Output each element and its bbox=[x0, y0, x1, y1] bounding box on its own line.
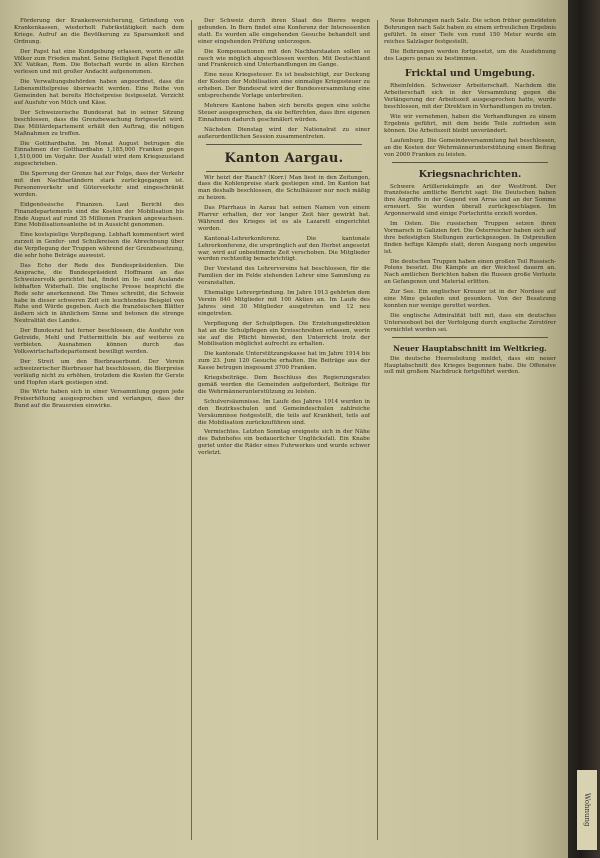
article-paragraph: Die Verwaltungsbehörden haben angeordnet, dass die Lebensmittelpreise überwacht werden. Eine Reihe von Gemeinden hat bereits Höchstpreise festgesetzt. Verzicht auf Ausfuhr von Milch und Käse. bbox=[14, 79, 184, 106]
divider bbox=[206, 171, 362, 172]
article-paragraph: Laufenburg. Die Gemeindeversammlung hat beschlossen, an die Kosten der Wehrmännerunterstützung einen Beitrag von 2000 Franken zu leisten. bbox=[384, 137, 556, 158]
article-paragraph: Vermischtes. Letzten Sonntag ereignete sich in der Nähe des Bahnhofes ein bedauerlicher Unglücksfall. Ein Knabe geriet unter die Räder eines Fuhrwerkes und wurde schwer verletzt. bbox=[198, 429, 370, 457]
article-paragraph: Neue Bohrungen nach Salz. Die schon früher gemeldeten Bohrungen nach Salz haben zu einem erfreulichen Ergebnis geführt. In einer Tiefe von rund 150 Meter wurde ein reiches Salzlager festgestellt. bbox=[384, 18, 556, 45]
spine-label: Wohnung bbox=[577, 770, 597, 850]
divider bbox=[392, 162, 548, 163]
divider bbox=[206, 144, 362, 145]
article-paragraph: Die deutschen Truppen haben einen großen Teil Russisch-Polens besetzt. Die Kämpfe an der Weichsel dauern an. Nach amtlichen Berichten haben die Russen große Verluste an Gefangenen und Material erlitten. bbox=[384, 258, 556, 286]
article-paragraph: Die englische Admiralität teilt mit, dass ein deutsches Unterseeboot bei der Verfolgung durch englische Zerstörer vernichtet worden sei. bbox=[384, 312, 556, 333]
article-paragraph: Das Echo der Rede des Bundespräsidenten. Die Ansprache, die Bundespräsident Hoffmann an das Schweizervolk gerichtet hat, findet im In- und Auslande lebhaften Widerhall. Die englische Presse bespricht die Rede sehr anerkennend. Die Times schreibt, die Schweiz habe in dieser schweren Zeit ein leuchtendes Beispiel von Ruhe und Würde gegeben. Auch die französischen Blätter äußern sich in ähnlichem Sinne und betonen die strenge Neutralität des Landes. bbox=[14, 263, 184, 325]
article-paragraph: Im Osten. Die russischen Truppen setzen ihren Vormarsch in Galizien fort. Die Österreicher haben sich auf ihre befestigten Stellungen zurückgezogen. In Ostpreußen finden heftige Kämpfe statt, deren Ausgang noch ungewiss ist. bbox=[384, 221, 556, 255]
column-left bbox=[14, 18, 184, 846]
section-title-kanton-aargau: Kanton Aargau. bbox=[224, 150, 344, 166]
article-paragraph: Verpflegung der Schulpflegen. Die Erziehungsdirektion hat an die Schulpflegen ein Kreisschreiben erlassen, worin sie auf die Pflicht hinweist, den Unterricht trotz der Mobilisation möglichst aufrecht zu erhalten. bbox=[198, 320, 370, 348]
article-paragraph: Ehemalige Lehrergründung. Im Jahre 1913 gehörten dem Verein 840 Mitglieder mit 100 Aktien an. Im Laufe des Jahres sind 30 Mitglieder ausgetreten und 12 neu eingetreten. bbox=[198, 290, 370, 317]
article-paragraph: Eine neue Kriegssteuer. Es ist beabsichtigt, zur Deckung der Kosten der Mobilisation eine einmalige Kriegssteuer zu erheben. Der Bundesrat wird der Bundesversammlung eine entsprechende Vorlage unterbreiten. bbox=[198, 72, 370, 100]
article-paragraph: Mehrere Kantone haben sich bereits gegen eine solche Steuer ausgesprochen, da sie befürchten, dass ihre eigenen Einnahmen dadurch geschmälert würden. bbox=[198, 102, 370, 123]
article-paragraph: Die kantonale Unterstützungskasse hat im Jahre 1914 bis zum 23. Juni 120 Gesuche erhalten. Die Beiträge aus der Kasse betrugen insgesamt 3700 Franken. bbox=[198, 351, 370, 372]
column-rule bbox=[377, 20, 378, 840]
article-paragraph: Schwere Artilleriekämpfe an der Westfront. Der französische amtliche Bericht sagt: Die Deutschen haben ihre Angriffe in der Gegend von Arras und an der Somme erneuert. Sie wurden überall zurückgeschlagen. Im Argonnerwald sind einige Fortschritte erzielt worden. bbox=[384, 183, 556, 218]
divider bbox=[392, 337, 548, 338]
article-paragraph: Der Vorstand des Lehrervereins hat beschlossen, für die Familien der im Felde stehenden Lehrer eine Sammlung zu veranstalten. bbox=[198, 266, 370, 287]
article-paragraph: Wir heizt der Rauch? (Korr.) Man liest in den Zeitungen, dass die Kohlenpreise stark gestiegen sind. Im Kanton hat man deshalb beschlossen, die Schulhäuser nur noch mäßig zu heizen. bbox=[198, 174, 370, 202]
article-paragraph: Die deutsche Heeresleitung meldet, dass ein neuer Hauptabschnitt des Krieges begonnen habe. Die Offensive soll mit großem Nachdruck fortgeführt werden. bbox=[384, 355, 556, 376]
column-rule bbox=[191, 20, 192, 840]
section-title-fricktal: Fricktal und Umgebung. bbox=[404, 68, 536, 80]
article-paragraph: Die Gotthardbahn. Im Monat August betrugen die Einnahmen der Gotthardbahn 1,185,000 Franken gegen 1,510,000 im Vorjahr. Der Ausfall wird dem Kriegszustand zugeschrieben. bbox=[14, 140, 184, 168]
book-spine bbox=[568, 0, 600, 858]
article-paragraph: Der Bundesrat hat ferner beschlossen, die Ausfuhr von Getreide, Mehl und Futtermitteln bis auf weiteres zu verbieten. Ausnahmen können durch das Volkswirtschaftsdepartement bewilligt werden. bbox=[14, 328, 184, 355]
article-paragraph: Förderung der Krankenversicherung, Gründung von Krankenkassen, wiederholt Fabrikstätigkeit nach dem Kriege. Aufruf an die Bevölkerung zu Sparsamkeit und Ordnung. bbox=[14, 18, 184, 45]
column-right bbox=[384, 18, 556, 846]
article-paragraph: Eidgenössische Finanzen. Laut Bericht des Finanzdepartements sind die Kosten der Mobilisation bis Ende August auf rund 35 Millionen Franken angewachsen. Eine Mobilisationsanleihe ist in Aussicht genommen. bbox=[14, 201, 184, 229]
article-paragraph: Kriegsbeiträge. Dem Beschluss des Regierungsrates gemäß werden die Gemeinden aufgefordert, Beiträge für die Wehrmännerunterstützung zu leisten. bbox=[198, 375, 370, 395]
article-paragraph: Nächsten Dienstag wird der Nationalrat zu einer außerordentlichen Session zusammentreten. bbox=[198, 126, 370, 140]
article-paragraph: Rheinfelden. Schweizer Arbeiterschaft. Nachdem die Arbeiterschaft sich in der Versammlung gegen die Verlängerung der Arbeitszeit ausgesprochen hatte, wurde beschlossen, mit der Direktion in Verhandlungen zu treten. bbox=[384, 83, 556, 111]
article-paragraph: Wie wir vernehmen, haben die Verhandlungen zu einem Ergebnis geführt, mit dem beide Teile zufrieden sein können. Die Arbeitszeit bleibt unverändert. bbox=[384, 114, 556, 134]
article-paragraph: Der Papst hat eine Kundgebung erlassen, worin er alle Völker zum Frieden mahnt. Seine Heiligkeit Papst Benedikt XV. Vatikan, Rom. Die Botschaft wurde in allen Kirchen verlesen und mit großer Andacht aufgenommen. bbox=[14, 48, 184, 76]
article-paragraph: Der Schweiz durch ihren Staat des Bieres wegen gebunden. In Bern findet eine Konferenz der Interessenten statt. Es wurden alle eingehenden Gesuche behandelt und einer eingehenden Prüfung unterzogen. bbox=[198, 18, 370, 45]
article-paragraph: Schulversäumnisse. Im Laufe des Jahres 1914 wurden in den Bezirksschulen und Gemeindeschulen zahlreiche Versäumnisse festgestellt, die teils auf Krankheit, teils auf die Mobilisation zurückzuführen sind. bbox=[198, 398, 370, 426]
article-paragraph: Der Schweizerische Bundesrat hat in seiner Sitzung beschlossen, dass die Grenzbewachung fortgesetzt wird. Das Militärdepartement erhält den Auftrag, die nötigen Maßnahmen zu treffen. bbox=[14, 109, 184, 137]
article-paragraph: Eine kostspielige Verpflegung. Lebhaft kommentiert wird zurzeit in Genfer- und Schulkreisen die Abrechnung über die Verpflegung der Truppen während der Grenzbesetzung, die sehr hohe Beträge ausweist. bbox=[14, 232, 184, 260]
article-paragraph: Die Kompensationen mit den Nachbarstaaten sollen so rasch wie möglich abgeschlossen werden. Mit Deutschland und Frankreich sind Unterhandlungen im Gange. bbox=[198, 48, 370, 69]
article-paragraph: Kantonal-Lehrerkonferenz. Die kantonale Lehrerkonferenz, die ursprünglich auf den Herbst angesetzt war, wird auf unbestimmte Zeit verschoben. Die Mitglieder werden rechtzeitig benachrichtigt. bbox=[198, 235, 370, 263]
section-title-neuer-hauptabschnitt: Neuer Hauptabschnitt im Weltkrieg. bbox=[393, 343, 547, 353]
article-paragraph: Die Sperrung der Grenze hat zur Folge, dass der Verkehr mit den Nachbarländern stark zurückgegangen ist. Personenverkehr und Güterverkehr sind eingeschränkt worden. bbox=[14, 171, 184, 198]
article-paragraph: Der Streit um den Bierbrauerbund. Der Verein schweizerischer Bierbrauer hat beschlossen, die Bierpreise vorläufig nicht zu erhöhen, trotzdem die Kosten für Gerste und Hopfen stark gestiegen sind. bbox=[14, 358, 184, 386]
article-paragraph: Das Pfarrhaus in Aarau hat seinen Namen von einem Pfarrer erhalten, der vor langer Zeit hier gewirkt hat. Während des Krieges ist es als Lazarett eingerichtet worden. bbox=[198, 205, 370, 232]
section-title-kriegsnachrichten: Kriegsnachrichten. bbox=[418, 168, 522, 180]
article-paragraph: Die Bohrungen werden fortgesetzt, um die Ausdehnung des Lagers genau zu bestimmen. bbox=[384, 48, 556, 62]
column-middle bbox=[198, 18, 370, 846]
article-paragraph: Zur See. Ein englischer Kreuzer ist in der Nordsee auf eine Mine gelaufen und gesunken. Von der Besatzung konnten nur wenige gerettet werden. bbox=[384, 289, 556, 309]
article-paragraph: Die Wirte haben sich in einer Versammlung gegen jede Preiserhöhung ausgesprochen und verlangen, dass der Bund auf die Brauereien einwirke. bbox=[14, 389, 184, 410]
